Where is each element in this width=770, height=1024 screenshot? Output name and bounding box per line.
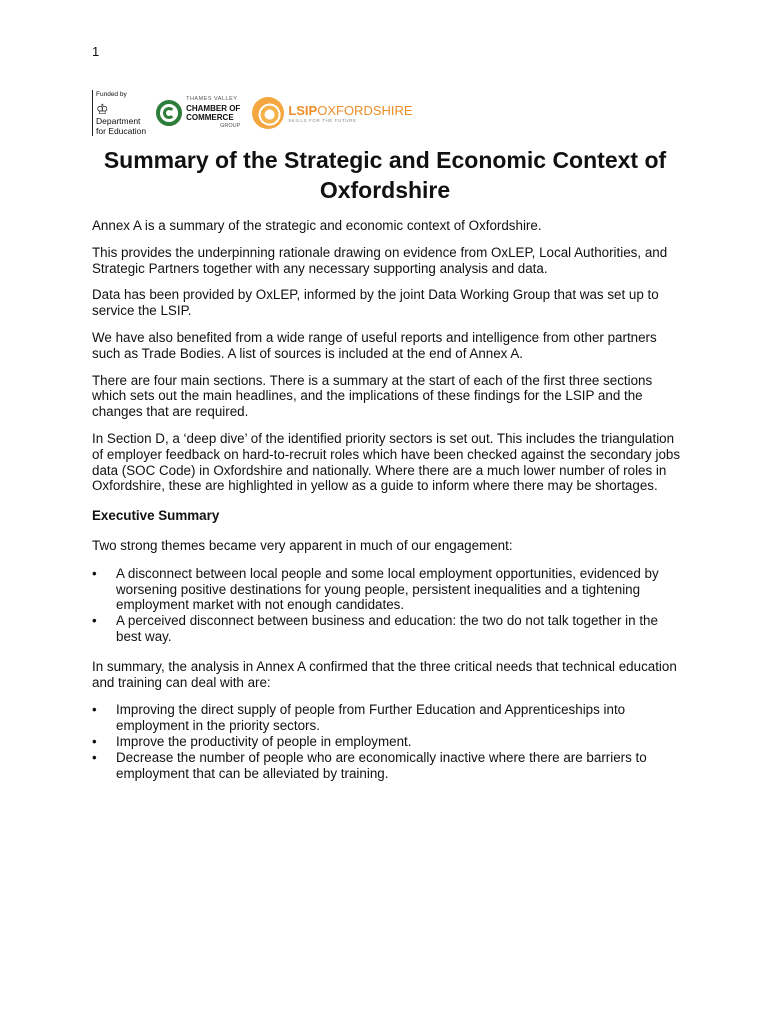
bullet-icon: • (92, 702, 97, 718)
paragraph: Data has been provided by OxLEP, informed by the joint Data Working Group that was set up to service the LSIP. (92, 287, 659, 319)
page-number: 1 (92, 44, 100, 59)
bullet-icon: • (92, 733, 97, 749)
lsip-brand-bold: LSIP (288, 103, 318, 118)
dfe-line1: Department (96, 116, 141, 126)
list-item: • A disconnect between local people and some local employment opportunities, evidenced by worsening positive destinations for young people, persistent inequalities and a tightening employment market with not enough candidates. (92, 565, 659, 613)
dfe-logo (92, 90, 146, 136)
document-body (92, 218, 682, 795)
needs-intro: In summary, the analysis in Annex A confirmed that the three critical needs that technical education and training can deal with are: (92, 658, 677, 690)
lsip-tagline: SKILLS FOR THE FUTURE (288, 118, 357, 123)
lsip-brand-rest: OXFORDSHIRE (317, 103, 413, 118)
bullet-icon: • (92, 613, 97, 629)
lsip-swirl-icon (252, 97, 284, 129)
chamber-line1: CHAMBER OF (186, 104, 241, 113)
dfe-line2: for Education (96, 126, 147, 136)
paragraph: We have also benefited from a wide range of useful reports and intelligence from other partners such as Trade Bodies. A list of sources is included at the end of Annex A. (92, 329, 657, 361)
list-item: • A perceived disconnect between business and education: the two do not talk together in the best way. (92, 613, 658, 644)
chamber-ring-icon (156, 100, 182, 126)
chamber-line2: COMMERCE (186, 113, 234, 122)
themes-list (92, 566, 682, 645)
chamber-group: GROUP (220, 123, 241, 129)
bullet-icon: • (92, 565, 97, 581)
executive-summary-heading: Executive Summary (92, 508, 220, 524)
needs-list (92, 702, 682, 781)
crest-icon: ♔ (96, 101, 109, 117)
logo-bar (92, 90, 413, 136)
list-item: • Improve the productivity of people in employment. (92, 733, 412, 749)
paragraph: This provides the underpinning rationale drawing on evidence from OxLEP, Local Authorities, and Strategic Partners together with any necessary supporting analysis and data. (92, 244, 668, 276)
list-item: • Improving the direct supply of people from Further Education and Apprenticeships into employment in the priority sectors. (92, 702, 626, 734)
paragraph: In Section D, a ‘deep dive’ of the identified priority sectors is set out. This includes the triangulation of employer feedback on hard-to-recruit roles which have been checked against the secondary jobs data (SOC Code) in Oxfordshire and nationally. Where there are a much lower number of roles in Oxfordshire, these are highlighted in yellow as a guide to inform where there may be shortages. (92, 430, 681, 494)
lsip-oxfordshire-logo (252, 97, 412, 129)
paragraph: There are four main sections. There is a summary at the start of each of the first three sections which sets out the main headlines, and the implications of these findings for the LSIP and the changes that are required. (92, 372, 653, 420)
paragraph: Annex A is a summary of the strategic and economic context of Oxfordshire. (92, 218, 542, 233)
list-item: • Decrease the number of people who are economically inactive where there are barriers to employment that can be alleviated by training. (92, 749, 647, 781)
chamber-top: THAMES VALLEY (186, 96, 238, 102)
document-title: Summary of the Strategic and Economic Context of Oxfordshire (103, 147, 667, 203)
themes-intro: Two strong themes became very apparent in much of our engagement: (92, 537, 513, 553)
funded-by-label: Funded by (96, 91, 127, 98)
chamber-of-commerce-logo (156, 95, 240, 131)
bullet-icon: • (92, 749, 97, 765)
